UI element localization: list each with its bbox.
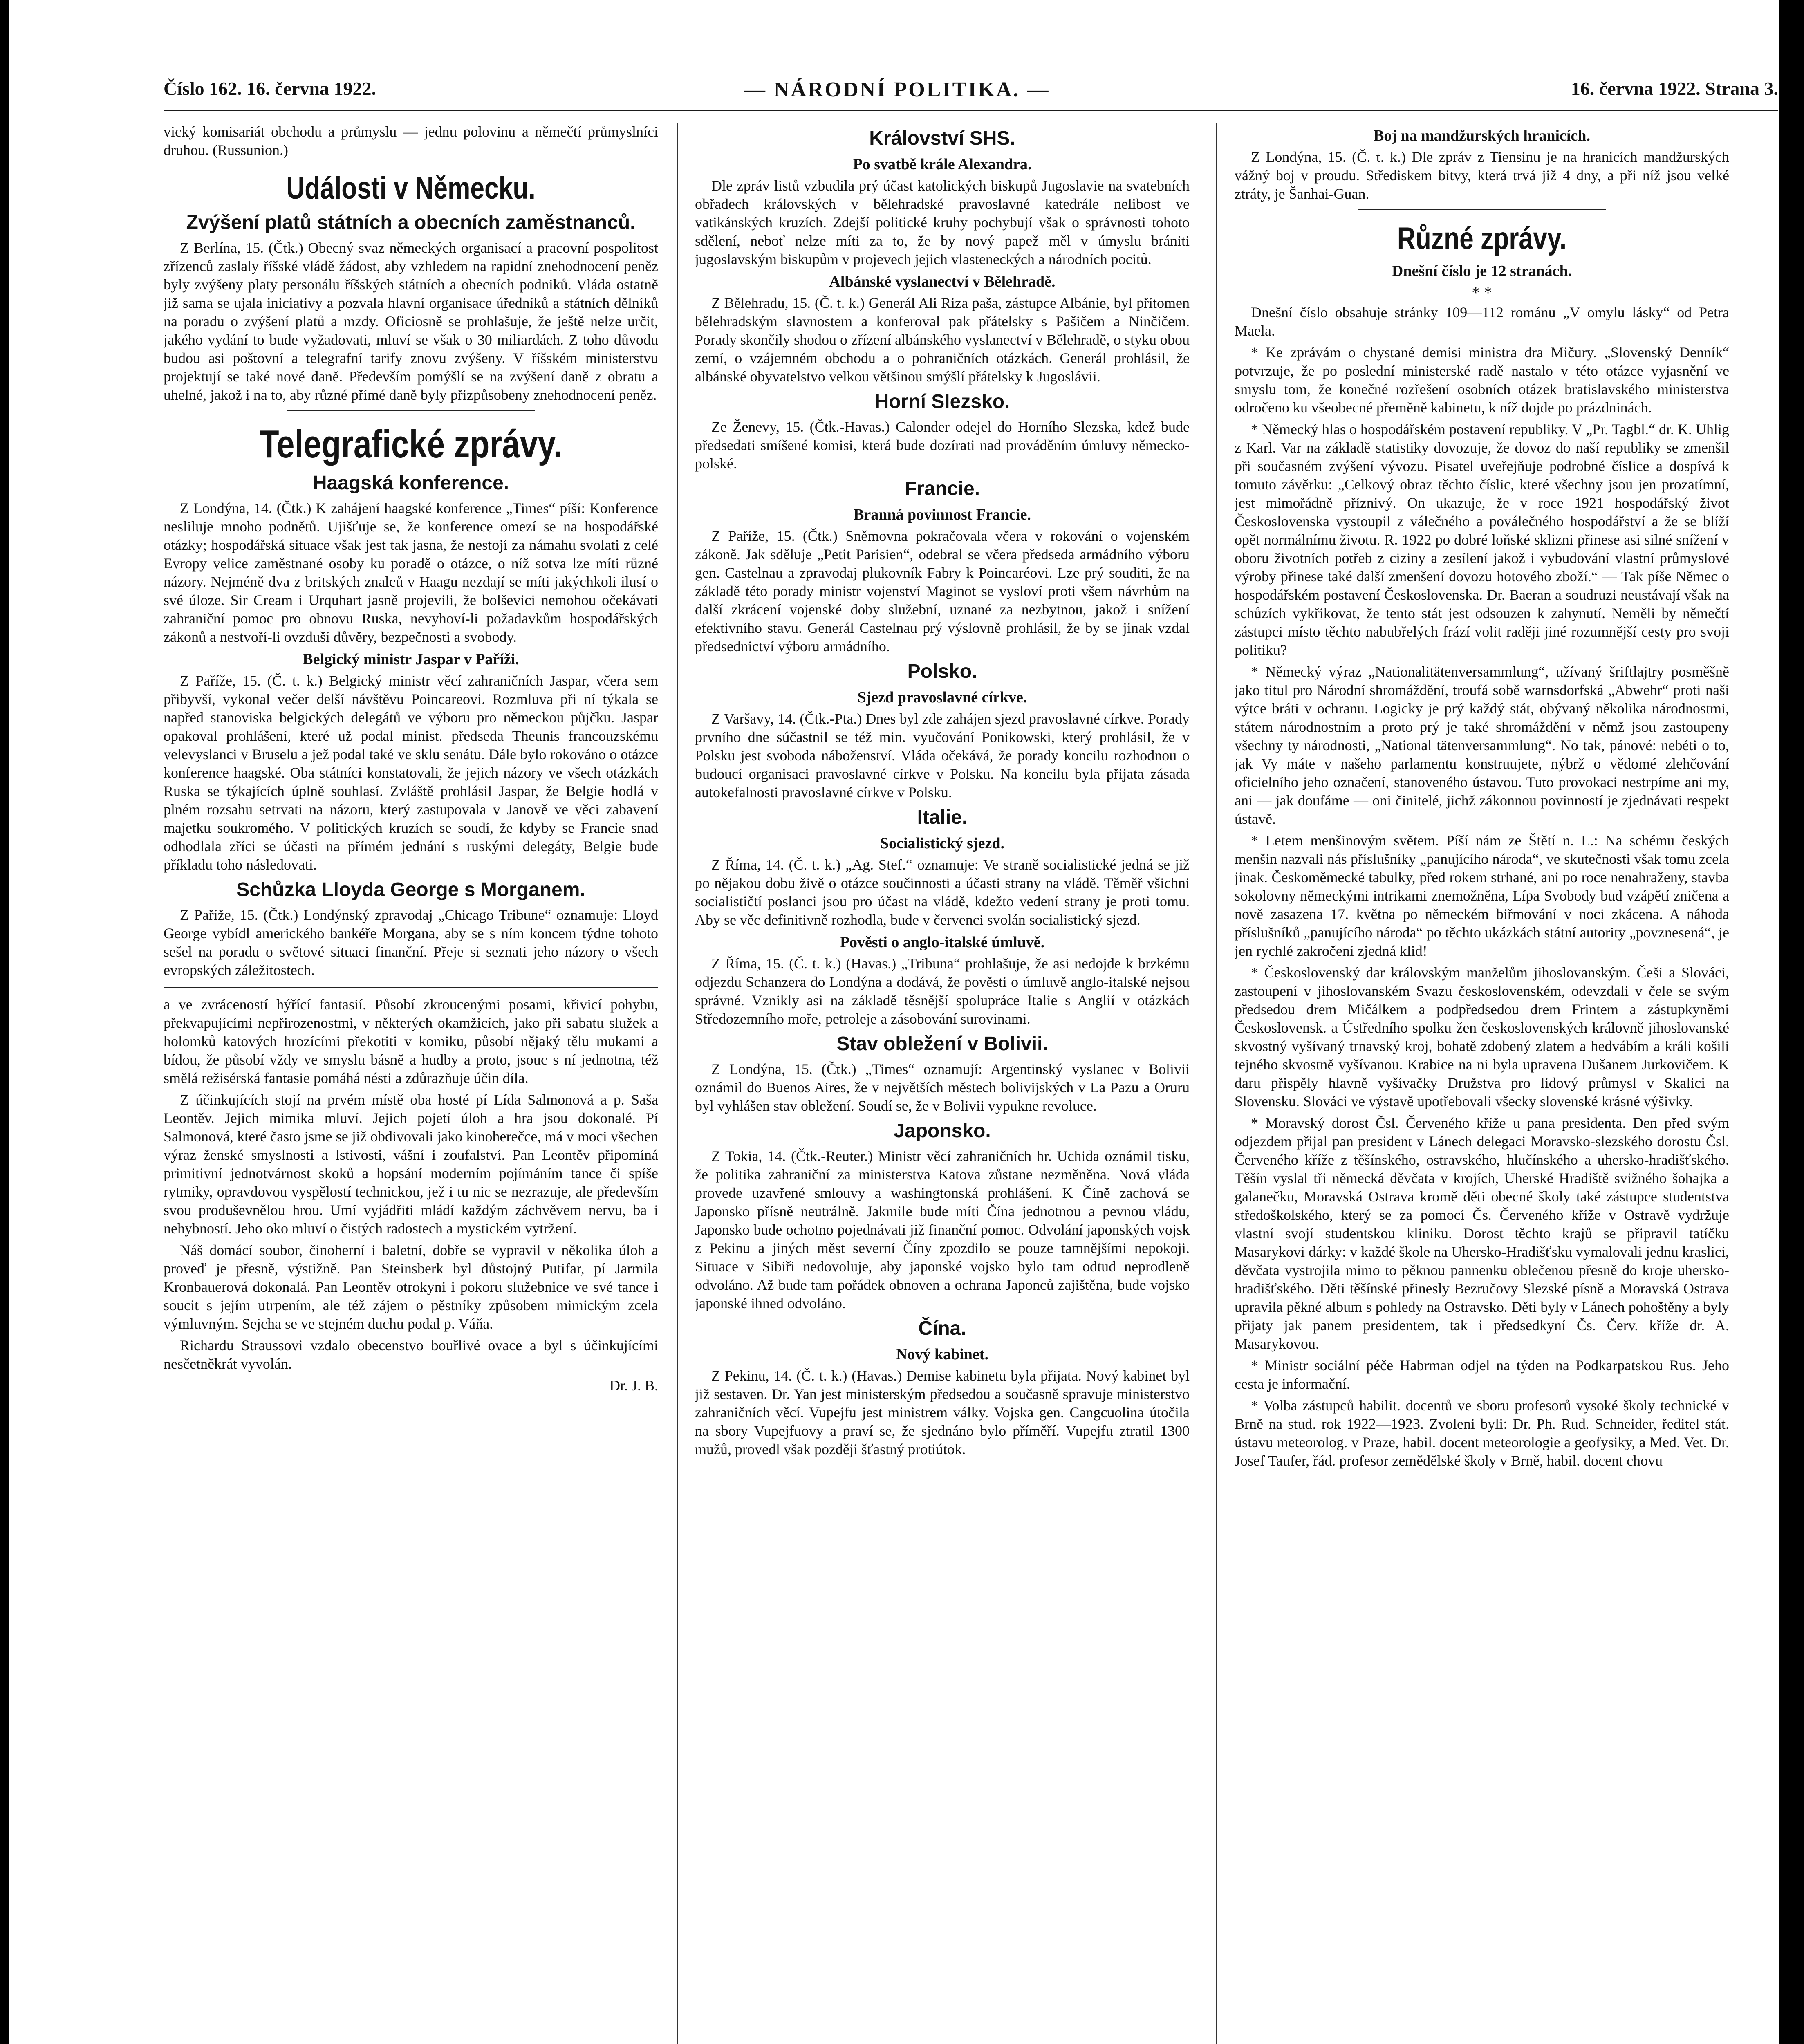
article-headline: Po svatbě krále Alexandra.	[853, 156, 1032, 173]
feuilleton-text: a ve zvráceností hýřící fantasií. Působí zkroucenými posami, křivicí pohybu, překvapujícími nepřirozenostmi, v některých okamžicích, jako při sabatu služek a holomků katových hrozícími překotiti v komiku, působí nějaký tělu mukami a bídou, že působí vždy ve smyslu básně a hudby a proto, jsouc s ní jednotna, též smělá režisérská fantasie pomáhá nésti a zdůrazňuje účin díla.	[164, 996, 658, 1086]
article-headline: Haagská konference.	[312, 472, 509, 494]
column-divider	[1216, 123, 1217, 2044]
section-title: Horní Slezsko.	[874, 391, 1010, 412]
section-subtitle: Dnešní číslo je 12 stranách.	[1392, 262, 1572, 280]
news-item: * Ke zprávám o chystané demisi ministra dra Mičury. „Slovenský Denník“ potvrzuje, že po poslední ministerské radě nastalo v této otázce vyjasnění ve smyslu tom, že konečné rozřešení osobních otázek bratislavského ministerstva odročeno ku všeobecné přeměně kabinetu, k níž dojde po prázdninách.	[1235, 344, 1729, 416]
section-title: Francie.	[904, 478, 980, 500]
news-item: * Volba zástupců habilit. docentů ve sboru profesorů vysoké školy technické v Brně na stud. rok 1922—1923. Zvoleni byli: Dr. Ph. Rud. Schneider, ředitel stát. ústavu meteorolog. v Praze, habil. docent meteorologie a geofysiky, a Med. Vet. Dr. Josef Taufer, řád. profesor zemědělské školy v Brně, habil. docent chovu	[1235, 1397, 1729, 1469]
article-text: Z Pekinu, 14. (Č. t. k.) (Havas.) Demise kabinetu byla přijata. Nový kabinet byl již sestaven. Dr. Yan jest ministerským předsedou a současně spravuje ministerstvo zahraničních věcí. Vupejfu jest ministrem války. Vojska gen. Cangcuolina útočila na sbory Vupejfuovy a praví se, že sjednáno bylo příměří. Vupejfu ztratil 1300 mužů, provedl však později šťastný protiútok.	[695, 1367, 1190, 1457]
article-headline: Belgický ministr Jaspar v Paříži.	[303, 651, 519, 668]
article-text: Z Paříže, 15. (Čtk.) Londýnský zpravodaj „Chicago Tribune“ oznamuje: Lloyd George vybídl amerického bankéře Morgana, aby se s ním koncem týdne tohoto sešel na poradu o světové situaci finanční. Přeje si seznati jeho názory o všech evropských záležitostech.	[164, 907, 658, 978]
article-headline: Albánské vyslanectví v Bělehradě.	[829, 273, 1056, 290]
section-title: Japonsko.	[894, 1120, 991, 1142]
article-text: Z Londýna, 15. (Čtk.) „Times“ oznamují: Argentinský vyslanec v Bolivii oznámil do Buenos Aires, že v největších městech bolivijských v La Pazu a Oruru byl vyhlášen stav obležení. Soudí se, že v Bolivii vypukne revoluce.	[695, 1061, 1190, 1114]
article-headline: Nový kabinet.	[896, 1346, 988, 1363]
section-ornament: * *	[1472, 283, 1492, 302]
column-3	[1235, 123, 1729, 2044]
news-item: * Československý dar královským manželům jihoslovanským. Češi a Slováci, zastoupení v jihoslovanském Svazu československém, odevzdali v čele se svým předsedou drem Mičálkem a podpředsedou drem Frintem a zástupkyněmi Československ. a Ústředního spolku žen československých královně jihoslovanské skvostný vyšívaný trnavský kroj, bohatě zdobený zlatem a hedvábím a králi košili tejného skvostně vyšívanou. Krabice na ni byla upravena Dušanem Jurkovičem. K daru přispěly hlavně vyšívačky Družstva pro lidový průmysl v Skalici na Slovensku. Slováci ve výstavě upotřebovali všecky slovenské krásné výšivky.	[1235, 964, 1729, 1109]
article-headline: Socialistický sjezd.	[880, 835, 1004, 852]
column-2	[695, 123, 1190, 2044]
article-headline: Sjezd pravoslavné církve.	[857, 689, 1027, 706]
section-title: Telegrafické zprávy.	[259, 422, 562, 466]
news-item: * Letem menšinovým světem. Píší nám ze Štětí n. L.: Na schému českých menšin nazvali nás příslušníky „panujícího národa“, ve skutečnosti však tomu zcela jinak. Českoměmecké tabulky, před rokem strhané, ani po roce nenahraženy, stavba sokolovny německými intrikami znemožněna, Lípa Svobody bud vzápětí zničena a nově zasazena 17. května po německém biřmování v noci zkácena. A náhoda příslušníků „panujícího národa“ po těchto ukázkách státní autority „povznesená“, je jen rychlé zakročení zjedná klid!	[1235, 832, 1729, 959]
article-text: Dle zpráv listů vzbudila prý účast katolických biskupů Jugoslavie na svatebních obřadech královských v bělehradské pravoslavné katedrále nelibost ve vatikánských kruzích. Zdejší politické kruhy pochybují však o správnosti tohoto sdělení, neboť nelze míti za to, že by nový papež měl v úmyslu brániti jugoslavským biskupům v projevech jejich vlasteneckých a národních pocitů.	[695, 177, 1190, 267]
column-1	[164, 123, 658, 2044]
divider	[1358, 209, 1606, 210]
article-headline: Zvýšení platů státních a obecních zaměstnanců.	[186, 212, 636, 233]
article-text: Z Londýna, 14. (Čtk.) K zahájení haagské konference „Times“ píší: Konference nesliluje mnoho podnětů. Ujišťuje se, že konference omezí se na hospodářské otázky; hospodářská situace však jest tak jasna, že nestojí za námahu svolati z celé Evropy velice zaměstnané osoby ku poradě o otázce, o níž sotva lze míti různé názory. Nejméně dva z britských znalců v Haagu nezdají se míti jakýchkoli ilusí o své úloze. Sir Cream i Urquhart jasně projevili, že bolševici nemohou očekávati zahraniční pomoc pro obnovu Ruska, nevyhoví-li požadavkům hospodářských zákonů a nestvoří-li ovzduší důvěry, bezpečnosti a svobody.	[164, 500, 658, 645]
article-text: Z Říma, 14. (Č. t. k.) „Ag. Stef.“ oznamuje: Ve straně socialistické jedná se již po nějakou dobu živě o otázce součinnosti a účasti strany na vládě. Těměř všichni socialističtí poslanci jsou pro účast na vládě, kdežto vedení strany je proti tomu. Aby se věc definitivně rozhodla, bude v červenci svolán socialistický sjezd.	[695, 856, 1190, 928]
section-title: Události v Německu.	[286, 171, 536, 206]
article-headline: Schůzka Lloyda George s Morganem.	[236, 879, 585, 901]
article-text: Z Paříže, 15. (Č. t. k.) Belgický ministr věcí zahraničních Jaspar, včera sem přibyvší, vykonal večer delší návštěvu Poincareovi. Rozmluva při ní týkala se napřed stanoviska belgických delegátů ve výboru pro německou půjčku. Jaspar opakoval prohlášení, které už podal minist. předseda Theunis francouzskému velevyslanci v Bruselu a jež podal také ve sklu senátu. Dále bylo rokováno o otázce konference haagské. Oba státníci konstatovali, že jejich názory ve všech otázkách Ruska se týkajících úplně souhlasí. Zvláště prohlásil Jaspar, že Belgie hodlá v plném rozsahu setrvati na názoru, který zastupovala v Janově ve věci zabavení majetku soukromého. V politických kruzích se soudí, že kdyby se Francie snad odhodlala zříci se účasti na přímém jednání s ruskými delegáty, Belgie bude příkladu toho následovati.	[164, 672, 658, 873]
section-title: Čína.	[918, 1318, 966, 1339]
news-item: Dnešní číslo obsahuje stránky 109—112 románu „V omylu lásky“ od Petra Maela.	[1235, 304, 1729, 339]
feuilleton-rule	[164, 987, 658, 988]
scan-edge-left	[0, 0, 9, 2044]
article-text: Z Varšavy, 14. (Čtk.-Pta.) Dnes byl zde zahájen sjezd pravoslavné církve. Porady prvního dne súčastnil se též min. vyučování Ponikowski, který prohlásil, že v Polsku jest svoboda náboženství. Vláda očekává, že porady koncilu rozhodnou o budoucí organisaci pravoslavné církve v Polsku. Na koncilu byla přijata zásada autokefalnosti pravoslavné církve v Polsku.	[695, 710, 1190, 800]
article-text: Z Paříže, 15. (Čtk.) Sněmovna pokračovala včera v rokování o vojenském zákoně. Jak sděluje „Petit Parisien“, odebral se včera předseda armádního výboru gen. Castelnau a zpravodaj plukovník Fabry k Poincaréovi. Lze prý souditi, že na základě této porady ministr vojenství Maginot se vysloví proti všem návrhům na další zkrácení vojenské doby služební, uznané za nezbytnou, jakož i snížení efektivního stavu. Generál Castelnau prý výslovně prohlásil, že by se jinak vzdal předsednictví výboru armádního.	[695, 528, 1190, 654]
newspaper-page	[164, 61, 1778, 2044]
section-title: Italie.	[917, 807, 968, 828]
news-item: * Německý hlas o hospodářském postavení republiky. V „Pr. Tagbl.“ dr. K. Uhlig z Karl. Var na základě statistiky dovozuje, že dovoz do naší republiky se zmenšil při současném zvýšení vývozu. Pisatel uveřejňuje podrobné číslice a dospívá k tomuto závěrku: „Celkový obraz těchto číslic, které všechny jsou jen prozatímní, jest mimořádně příznivý. On ukazuje, že v roce 1921 hospodářský život Československa vystoupil z válečného a poválečného hospodářství a že se blíží opět normálnímu životu. R. 1922 po dobré loňské sklizni přinese asi silné snížení v oboru životních potřeb z ciziny a zesílení jakož i vybudování vlastní průmyslové výroby přinese také další zmenšení dovozu hotového zboží.“ — Tak píše Němec o hospodářském postavení Československa. Dr. Baeran a soudruzi neustávají však na schůzích vykřikovat, že tento stát jest odsouzen k zahynutí. Neměli by němečtí zástupci místo těchto nabubřelých frází volit raději jiné rozumnější cesty pro svoji politiku?	[1235, 421, 1729, 658]
masthead	[164, 78, 1778, 114]
section-title: Polsko.	[907, 661, 977, 682]
page-date: 16. června 1922. Strana 3.	[1571, 78, 1778, 99]
article-text: Z Tokia, 14. (Čtk.-Reuter.) Ministr věcí zahraničních hr. Uchida oznámil tisku, že politika zahraniční za ministerstva Katova zůstane nezměněna. Nová vláda provede uzavřené smlouvy a washingtonská prohlášení. K Číně zachová se Japonsko přísně neutrálně. Jakmile bude míti Čína jednotnou a pevnou vládu, Japonsko bude ochotno pojednávati již finanční pomoc. Odvolání japonských vojsk z Pekinu a jiných měst severní Číny zpozdilo se pouze tamnějšími nepokoji. Situace v Sibiři nedovoluje, aby japonské vojsko bylo tam odtud neprodleně odvoláno. Až bude tam pořádek obnoven a ochrana Japonců zajištěna, bude vojsko japonské ihned odvoláno.	[695, 1148, 1190, 1311]
feuilleton-text: Z účinkujících stojí na prvém místě oba hosté pí Lída Salmonová a p. Saša Leontěv. Jejich mimika mluví. Jejich pojetí úloh a hra jsou dokonalé. Pí Salmonová, které často jsme se již obdivovali jako kinoherečce, má v moci všechen výraz ženské smyslnosti a lstivosti, vášní i zoufalství. Pan Leontěv připomíná primitivní jednotvárnost skoků a hopsání moderním pojímáním tance či spíše rytmiky, opravdovou vyspělostí technickou, jež i tu nic se nezrazuje, ale především svou produševnělou hrou. Umí vyjádřiti mládí každým záchvěvem nervu, ba i nehybností. Jeho oko mluví o čistých radostech a mystickém vytržení.	[164, 1091, 658, 1237]
feuilleton-text: Náš domácí soubor, činoherní i baletní, dobře se vypravil v několika úloh a proveď je přesně, výstižně. Pan Steinsberk byl důstojný Putifar, pí Jarmila Kronbauerová dokonalá. Pan Leontěv otrokyni i pokoru služebnice ve své tance i soucit s jejím utrpením, ale též zájem o pěstníky způsobem mimickým zcela výmluvným. Sejcha se ve stejném duchu podal p. Váňa.	[164, 1242, 658, 1332]
article-text: Ze Ženevy, 15. (Čtk.-Havas.) Calonder odejel do Horního Slezska, kdež bude předsedati smíšené komisi, která bude dozírati nad prováděním úmluvy německo-polské.	[695, 419, 1190, 472]
intro-text: vický komisariát obchodu a průmyslu — jednu polovinu a němečtí průmyslníci druhou. (Russunion.)	[164, 123, 658, 158]
masthead-rule	[164, 110, 1778, 111]
article-headline: Pověsti o anglo-italské úmluvě.	[840, 934, 1045, 951]
article-text: Z Říma, 15. (Č. t. k.) (Havas.) „Tribuna“ prohlašuje, že asi nedojde k brzkému odjezdu Schanzera do Londýna a dodává, že pověsti o úmluvě anglo-italské nejsou správné. Vznikly asi na základě těsnější spolupráce Italie s Anglií v otázkách Středozemního moře, petroleje a zásobování surovinami.	[695, 955, 1190, 1027]
newspaper-title: — NÁRODNÍ POLITIKA. —	[744, 78, 1050, 101]
article-headline: Branná povinnost Francie.	[854, 506, 1031, 523]
article-text: Z Londýna, 15. (Č. t. k.) Dle zpráv z Tiensinu je na hranicích mandžurských vážný boj v proudu. Střediskem bitvy, která trvá již 4 dny, a při níž jsou velké ztráty, je Šanhai-Guan.	[1235, 149, 1729, 202]
scan-edge-right	[1779, 0, 1804, 2044]
signature: Dr. J. B.	[609, 1377, 658, 1394]
issue-number: Číslo 162. 16. června 1922.	[164, 78, 376, 99]
news-item: * Německý výraz „Nationalitätenversammlung“, užívaný šriftlajtry posměšně jako titul pro Národní shromáždění, troufá sobě warnsdorfská „Abwehr“ proti naši výtce bráti v ochranu. Logicky je prý každý stát, obývaný několika národnostmi, státem národnostním a proto prý je také shromáždění v němž jsou zastoupeny všechny ty národnosti, „National tätenversammlung“. No tak, pánové: nebéti o to, jak Vy máte v našeho parlamentu konstruujete, nýbrž o vědomé zlehčování oficielního jeho označení, stanoveného ústavou. Tuto provokaci nestrpíme ani my, ani — jak doufáme — oni činitelé, jichž zákonnou povinností je zjednávati respekt ústavě.	[1235, 663, 1729, 827]
section-title: Království SHS.	[869, 128, 1015, 149]
article-text: Z Bělehradu, 15. (Č. t. k.) Generál Ali Riza paša, zástupce Albánie, byl přítomen bělehradským slavnostem a konferoval pak přátelsky s Pašičem a Ninčičem. Porady skončily shodou o zřízení albánského vyslanectví v Bělehradě, o styku obou zemí, o vzájemném obchodu a o pohraničních otázkách. Generál prohlásil, že albánské obyvatelstvo velkou většinou smýšlí přátelsky k Jugoslávii.	[695, 295, 1190, 385]
section-title: Stav obležení v Bolivii.	[836, 1033, 1048, 1055]
divider	[287, 410, 535, 411]
column-divider	[677, 123, 678, 2044]
article-text: Z Berlína, 15. (Čtk.) Obecný svaz německých organisací a pracovní pospolitost zřízenců zaslaly říšské vládě žádost, aby vzhledem na rapidní znehodnocení peněz byly zvýšeny platy personálu říšských státních a obecních podniků. Vláda ostatně již sama se ujala iniciativy a pozvala hlavní organisace úředníků a státních dělníků na poradu o zvýšení platů a mzdy. Oficiosně se prohlašuje, že ještě nelze určit, jakého vydání to bude vyžadovati, mluví se však o 30 miliardách. Z toho důvodu budou asi poštovní a telegrafní tarify znovu zvýšeny. V říšském ministerstvu projektují se také nové daně. Především pomýšlí se na zvýšení daně z obratu a uhelné, jakož i na to, aby různé přímé daně byly přizpůsobeny znehodnocení peněz.	[164, 240, 658, 403]
news-item: * Ministr sociální péče Habrman odjel na týden na Podkarpatskou Rus. Jeho cesta je informační.	[1235, 1357, 1729, 1392]
article-headline: Boj na mandžurských hranicích.	[1374, 127, 1590, 144]
feuilleton-text: Richardu Straussovi vzdalo obecenstvo bouřlivé ovace a byl s účinkujícími nesčetněkrát vyvolán.	[164, 1337, 658, 1372]
section-title: Různé zprávy.	[1397, 221, 1567, 256]
news-item: * Moravský dorost Čsl. Červeného kříže u pana presidenta. Den před svým odjezdem přijal pan president v Lánech delegaci Moravsko-slezského dorostu Čsl. Červeného kříže z těšínského, ostravského, hlučínského a uhersko-hradišťského. Těšín vyslal tři německá děvčata v krojích, Uherské Hradiště svižného šohajka a galanečku, Moravská Ostrava kromě děti obecné školy také zástupce studentstva středoškolského, který se za pomocí Čs. Červeného kříže v Ostravě vydržuje vlastní svojí studentskou kliniku. Dorost těchto krajů se připravil tatíčku Masarykovi dárky: v každé škole na Uhersko-Hradišťsku vymalovali jednu kraslici, děvčata vystrojila mimo to pěknou pannenku oblečenou přesně do kroje uhersko-hradišťského. Děti těšínské přinesly Bezručovy Slezské písně a Moravská Ostrava upravila pěkné album s pohledy na Ostravsko. Děti byly v Lánech pohoštěny a byly přijaty jak panem presidentem, tak i předsedkyní Čs. Červ. kříže dr. A. Masarykovou.	[1235, 1115, 1729, 1352]
